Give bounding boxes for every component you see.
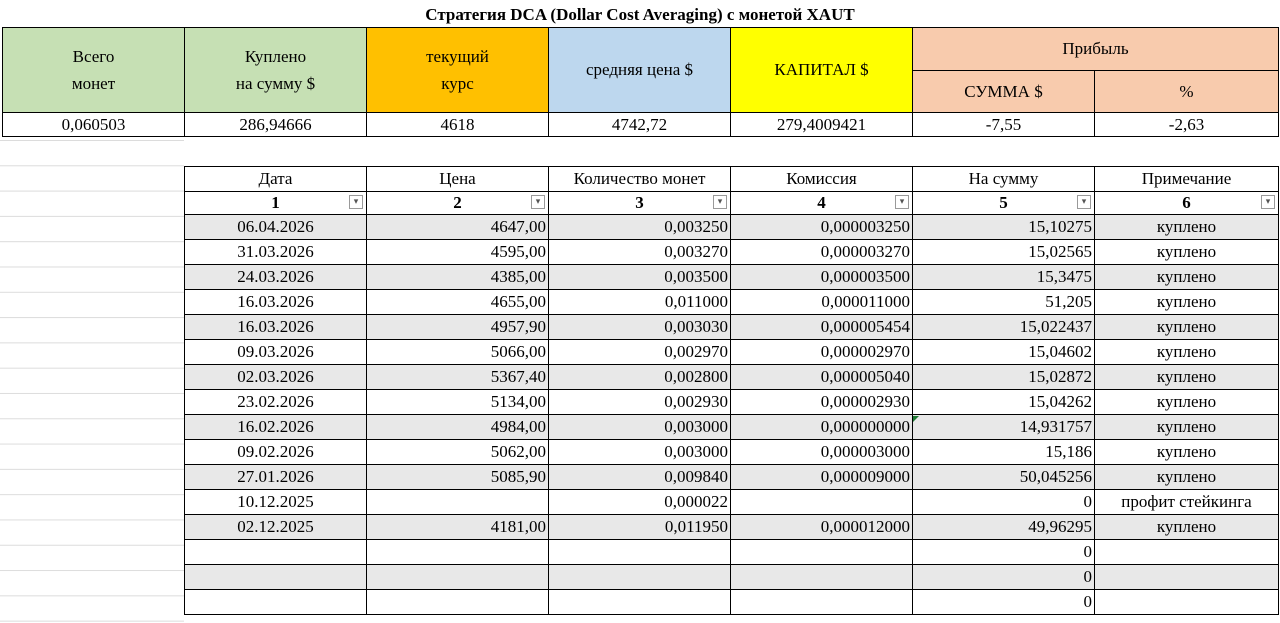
capital-header[interactable]: КАПИТАЛ $ <box>731 28 913 113</box>
commission-cell[interactable]: 0,000005454 <box>731 315 913 340</box>
total-coins-header[interactable]: Всего монет <box>3 28 185 113</box>
price-cell[interactable]: 5367,40 <box>367 365 549 390</box>
header-note[interactable]: Примечание <box>1095 167 1279 192</box>
header-date[interactable]: Дата <box>185 167 367 192</box>
commission-cell[interactable]: 0,000003000 <box>731 440 913 465</box>
note-cell[interactable] <box>1095 540 1279 565</box>
amount-cell[interactable]: 51,205 <box>913 290 1095 315</box>
date-cell[interactable] <box>185 565 367 590</box>
price-cell[interactable]: 5134,00 <box>367 390 549 415</box>
amount-cell[interactable]: 0 <box>913 565 1095 590</box>
date-cell[interactable]: 23.02.2026 <box>185 390 367 415</box>
profit-sum-header[interactable]: СУММА $ <box>913 71 1095 113</box>
table-row <box>185 440 1279 465</box>
note-cell[interactable]: куплено <box>1095 515 1279 540</box>
table-row <box>185 415 1279 440</box>
coin-qty-cell[interactable]: 0,011950 <box>549 515 731 540</box>
note-cell[interactable]: профит стейкинга <box>1095 490 1279 515</box>
date-cell[interactable]: 09.03.2026 <box>185 340 367 365</box>
date-cell[interactable] <box>185 540 367 565</box>
commission-cell[interactable]: 0,000003270 <box>731 240 913 265</box>
amount-cell[interactable]: 15,10275 <box>913 215 1095 240</box>
header-coin-qty[interactable]: Количество монет <box>549 167 731 192</box>
coin-qty-cell[interactable]: 0,003000 <box>549 440 731 465</box>
price-cell[interactable]: 5085,90 <box>367 465 549 490</box>
amount-cell[interactable]: 0 <box>913 540 1095 565</box>
date-cell[interactable]: 09.02.2026 <box>185 440 367 465</box>
capital-value[interactable]: 279,4009421 <box>731 113 913 137</box>
note-cell[interactable]: куплено <box>1095 215 1279 240</box>
note-cell[interactable]: куплено <box>1095 315 1279 340</box>
current-rate-value[interactable]: 4618 <box>367 113 549 137</box>
profit-header[interactable]: Прибыль <box>913 28 1279 71</box>
header-price[interactable]: Цена <box>367 167 549 192</box>
filter-dropdown-icon[interactable]: ▾ <box>531 195 545 209</box>
current-rate-header[interactable]: текущий курс <box>367 28 549 113</box>
table-row <box>185 240 1279 265</box>
avg-price-value[interactable]: 4742,72 <box>549 113 731 137</box>
summary-table <box>2 27 1279 137</box>
date-cell[interactable]: 16.02.2026 <box>185 415 367 440</box>
price-cell[interactable]: 5062,00 <box>367 440 549 465</box>
filter-dropdown-icon[interactable]: ▾ <box>895 195 909 209</box>
note-cell[interactable]: куплено <box>1095 340 1279 365</box>
coin-qty-cell[interactable]: 0,003270 <box>549 240 731 265</box>
profit-pct-value[interactable]: -2,63 <box>1095 113 1279 137</box>
amount-cell[interactable]: 0 <box>913 590 1095 615</box>
date-cell[interactable]: 06.04.2026 <box>185 215 367 240</box>
table-row <box>185 465 1279 490</box>
filter-dropdown-icon[interactable]: ▾ <box>349 195 363 209</box>
price-cell[interactable] <box>367 490 549 515</box>
amount-cell[interactable]: 50,045256 <box>913 465 1095 490</box>
filter-dropdown-icon[interactable]: ▾ <box>713 195 727 209</box>
amount-cell[interactable]: 15,02565 <box>913 240 1095 265</box>
table-row <box>185 340 1279 365</box>
column-number-1[interactable]: 1 ▾ <box>185 192 367 215</box>
date-cell[interactable]: 27.01.2026 <box>185 465 367 490</box>
table-row <box>185 215 1279 240</box>
coin-qty-cell[interactable]: 0,002800 <box>549 365 731 390</box>
amount-cell[interactable]: 15,04262 <box>913 390 1095 415</box>
date-cell[interactable]: 02.03.2026 <box>185 365 367 390</box>
date-cell[interactable]: 10.12.2025 <box>185 490 367 515</box>
commission-cell[interactable]: 0,000012000 <box>731 515 913 540</box>
date-cell[interactable]: 31.03.2026 <box>185 240 367 265</box>
note-cell[interactable]: куплено <box>1095 390 1279 415</box>
note-cell[interactable] <box>1095 565 1279 590</box>
header-amount[interactable]: На сумму <box>913 167 1095 192</box>
price-cell[interactable] <box>367 540 549 565</box>
price-cell[interactable]: 4957,90 <box>367 315 549 340</box>
profit-pct-header[interactable]: % <box>1095 71 1279 113</box>
coin-qty-cell[interactable]: 0,003030 <box>549 315 731 340</box>
amount-cell[interactable]: 49,96295 <box>913 515 1095 540</box>
commission-cell[interactable]: 0,000002930 <box>731 390 913 415</box>
commission-cell[interactable]: 0,000003250 <box>731 215 913 240</box>
bought-header[interactable]: Куплено на сумму $ <box>185 28 367 113</box>
coin-qty-cell[interactable]: 0,000022 <box>549 490 731 515</box>
amount-cell[interactable]: 15,04602 <box>913 340 1095 365</box>
price-cell[interactable]: 4984,00 <box>367 415 549 440</box>
commission-cell[interactable]: 0,000011000 <box>731 290 913 315</box>
amount-cell[interactable]: 0 <box>913 490 1095 515</box>
price-cell[interactable]: 5066,00 <box>367 340 549 365</box>
table-row <box>185 365 1279 390</box>
amount-cell[interactable]: 14,931757 <box>913 415 1095 440</box>
note-cell[interactable] <box>1095 590 1279 615</box>
date-cell[interactable]: 16.03.2026 <box>185 290 367 315</box>
filter-dropdown-icon[interactable]: ▾ <box>1077 195 1091 209</box>
table-row <box>185 265 1279 290</box>
date-cell[interactable]: 16.03.2026 <box>185 315 367 340</box>
commission-cell[interactable]: 0,000003500 <box>731 265 913 290</box>
note-cell[interactable]: куплено <box>1095 240 1279 265</box>
table-row <box>185 540 1279 565</box>
column-number-6[interactable]: 6 ▾ <box>1095 192 1279 215</box>
price-cell[interactable]: 4181,00 <box>367 515 549 540</box>
bought-value[interactable]: 286,94666 <box>185 113 367 137</box>
commission-cell[interactable]: 0,000000000 <box>731 415 913 440</box>
date-cell[interactable] <box>185 590 367 615</box>
cell-note-marker-icon <box>913 416 919 422</box>
table-row <box>185 290 1279 315</box>
price-cell[interactable] <box>367 565 549 590</box>
sheet-title: Стратегия DCA (Dollar Cost Averaging) с монетой XAUT <box>425 5 855 24</box>
amount-cell[interactable]: 15,02872 <box>913 365 1095 390</box>
table-row <box>185 565 1279 590</box>
coin-qty-cell[interactable] <box>549 540 731 565</box>
commission-cell[interactable] <box>731 490 913 515</box>
coin-qty-cell[interactable]: 0,009840 <box>549 465 731 490</box>
coin-qty-cell[interactable] <box>549 565 731 590</box>
total-coins-value[interactable]: 0,060503 <box>3 113 185 137</box>
column-number-4[interactable]: 4 ▾ <box>731 192 913 215</box>
note-cell[interactable]: куплено <box>1095 365 1279 390</box>
column-number-3[interactable]: 3 ▾ <box>549 192 731 215</box>
note-cell[interactable]: куплено <box>1095 440 1279 465</box>
coin-qty-cell[interactable]: 0,002930 <box>549 390 731 415</box>
note-cell[interactable]: куплено <box>1095 415 1279 440</box>
date-cell[interactable]: 02.12.2025 <box>185 515 367 540</box>
note-cell[interactable]: куплено <box>1095 265 1279 290</box>
profit-sum-value[interactable]: -7,55 <box>913 113 1095 137</box>
commission-cell[interactable]: 0,000005040 <box>731 365 913 390</box>
avg-price-header[interactable]: средняя цена $ <box>549 28 731 113</box>
commission-cell[interactable]: 0,000009000 <box>731 465 913 490</box>
amount-cell[interactable]: 15,186 <box>913 440 1095 465</box>
commission-cell[interactable] <box>731 540 913 565</box>
coin-qty-cell[interactable]: 0,002970 <box>549 340 731 365</box>
table-row <box>185 515 1279 540</box>
price-cell[interactable]: 4655,00 <box>367 290 549 315</box>
coin-qty-cell[interactable]: 0,003250 <box>549 215 731 240</box>
table-row <box>185 590 1279 615</box>
note-cell[interactable]: куплено <box>1095 465 1279 490</box>
price-cell[interactable]: 4595,00 <box>367 240 549 265</box>
price-cell[interactable]: 4385,00 <box>367 265 549 290</box>
table-row <box>185 490 1279 515</box>
column-number-2[interactable]: 2 ▾ <box>367 192 549 215</box>
sheet-gridlines <box>0 140 184 623</box>
commission-cell[interactable] <box>731 590 913 615</box>
table-row <box>185 390 1279 415</box>
price-cell[interactable] <box>367 590 549 615</box>
coin-qty-cell[interactable] <box>549 590 731 615</box>
note-cell[interactable]: куплено <box>1095 290 1279 315</box>
commission-cell[interactable]: 0,000002970 <box>731 340 913 365</box>
date-cell[interactable]: 24.03.2026 <box>185 265 367 290</box>
column-number-5[interactable]: 5 ▾ <box>913 192 1095 215</box>
header-commission[interactable]: Комиссия <box>731 167 913 192</box>
table-row <box>185 315 1279 340</box>
price-cell[interactable]: 4647,00 <box>367 215 549 240</box>
coin-qty-cell[interactable]: 0,003000 <box>549 415 731 440</box>
amount-cell[interactable]: 15,022437 <box>913 315 1095 340</box>
amount-cell[interactable]: 15,3475 <box>913 265 1095 290</box>
purchases-table <box>184 166 1279 615</box>
filter-dropdown-icon[interactable]: ▾ <box>1261 195 1275 209</box>
coin-qty-cell[interactable]: 0,011000 <box>549 290 731 315</box>
commission-cell[interactable] <box>731 565 913 590</box>
coin-qty-cell[interactable]: 0,003500 <box>549 265 731 290</box>
